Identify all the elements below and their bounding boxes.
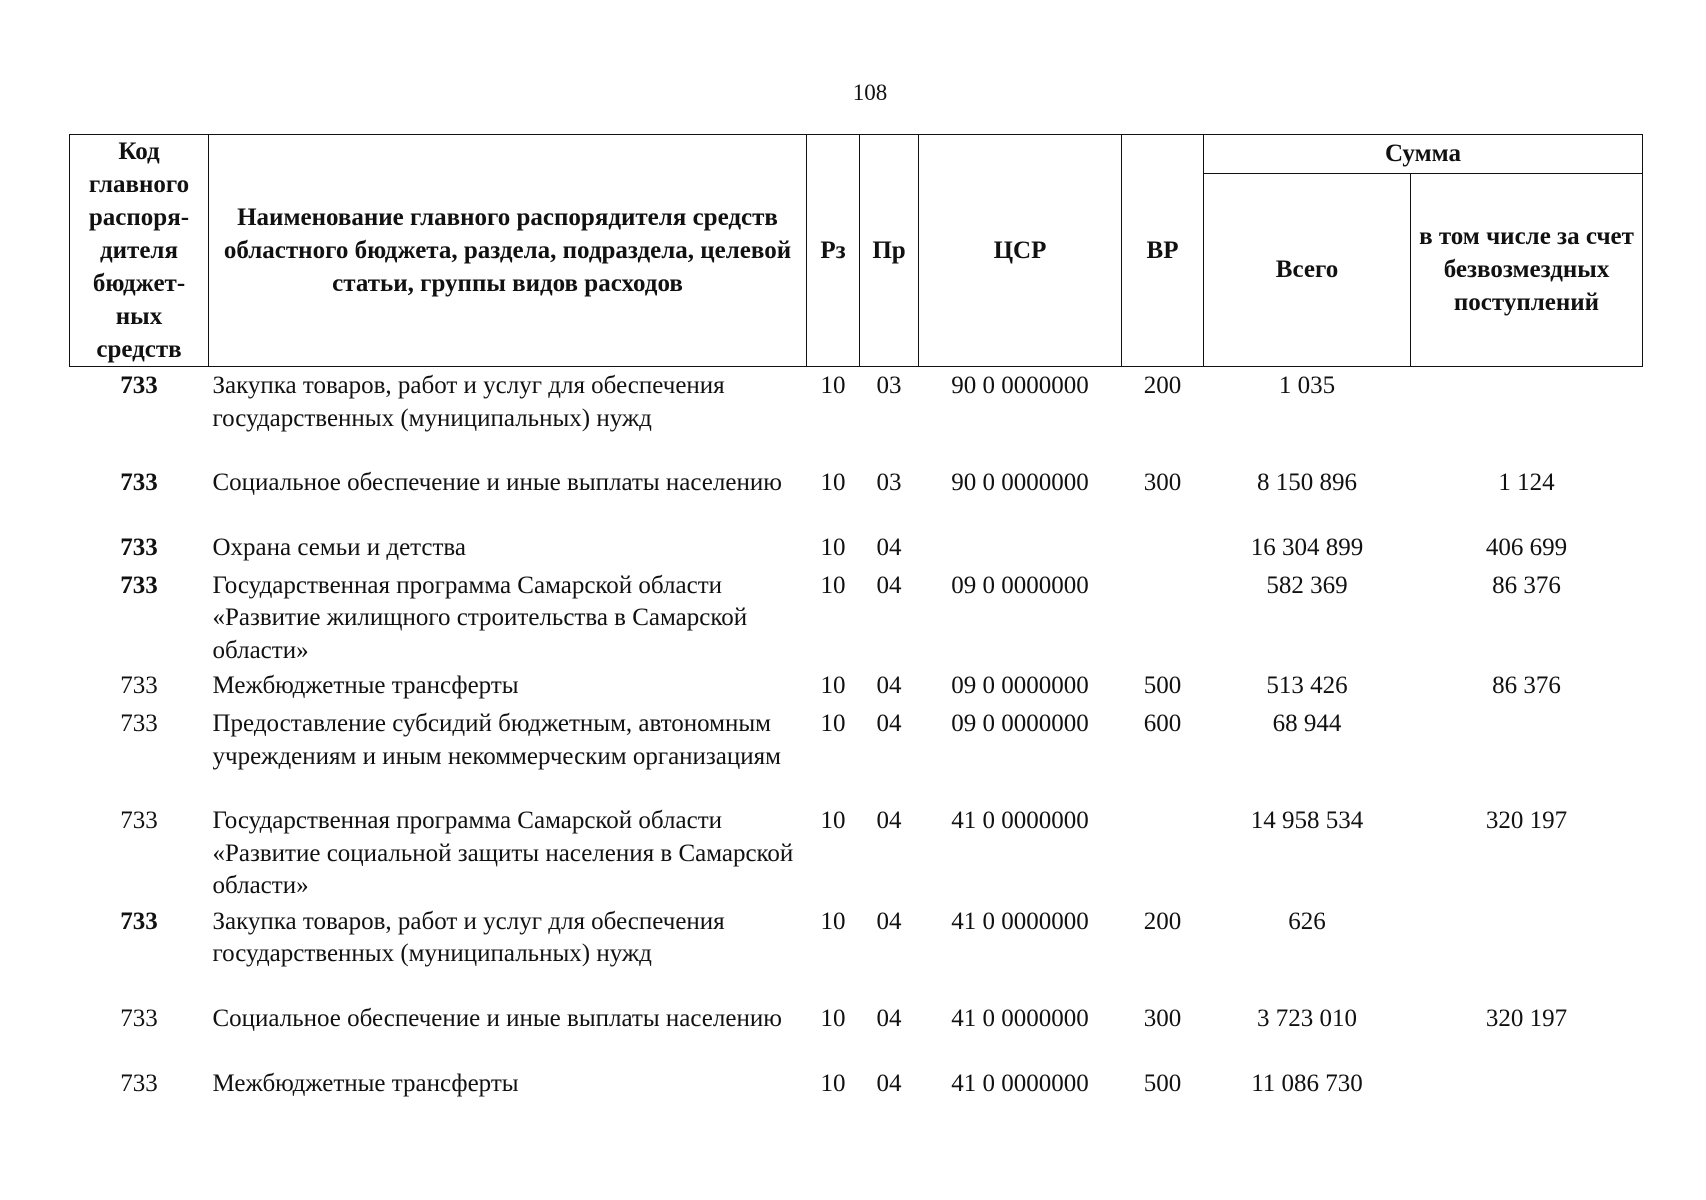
cell-name: Межбюджетные трансферты xyxy=(212,672,519,699)
cell-rz: 10 xyxy=(820,372,846,399)
table-row xyxy=(70,567,1643,668)
cell-rz: 10 xyxy=(820,672,846,699)
cell-csr: 41 0 0000000 xyxy=(951,1069,1089,1097)
cell-vr: 500 xyxy=(1143,1069,1182,1097)
cell-pr: 03 xyxy=(876,372,902,399)
cell-pr: 04 xyxy=(876,1004,902,1032)
table-row xyxy=(70,903,1643,1000)
cell-vr xyxy=(1122,567,1204,668)
cell-pr: 04 xyxy=(876,907,902,935)
header-pr: Пр xyxy=(860,135,919,367)
table-row xyxy=(70,464,1643,529)
cell-total: 68 944 xyxy=(1272,710,1342,737)
cell-total: 8 150 896 xyxy=(1257,468,1357,496)
cell-name: Закупка товаров, работ и услуг для обеспечения государственных (муниципальных) нужд xyxy=(212,372,725,432)
cell-code: 733 xyxy=(120,533,158,561)
page-number: 108 xyxy=(852,80,888,105)
cell-rz: 10 xyxy=(820,807,846,834)
cell-csr: 09 0 0000000 xyxy=(951,710,1089,737)
cell-csr: 41 0 0000000 xyxy=(951,907,1089,935)
cell-free: 320 197 xyxy=(1485,807,1568,834)
table-header xyxy=(70,135,1643,367)
cell-total: 16 304 899 xyxy=(1250,533,1364,561)
cell-total: 11 086 730 xyxy=(1251,1069,1363,1097)
cell-pr: 04 xyxy=(876,672,902,699)
cell-csr: 41 0 0000000 xyxy=(951,807,1089,834)
table-body xyxy=(70,367,1643,1103)
cell-csr xyxy=(919,529,1122,567)
cell-code: 733 xyxy=(120,1069,158,1097)
cell-pr: 03 xyxy=(876,468,902,496)
cell-name: Предоставление субсидий бюджетным, автономным учреждениям и иным некоммерческим организациям xyxy=(212,710,781,770)
cell-pr: 04 xyxy=(876,533,902,561)
cell-free: 86 376 xyxy=(1492,571,1561,599)
cell-code: 733 xyxy=(120,468,158,496)
header-name: Наименование главного распорядителя средств областного бюджета, раздела, подраздела, целевой статьи, группы видов расходов xyxy=(209,135,807,367)
header-csr: ЦСР xyxy=(919,135,1122,367)
cell-name: Государственная программа Самарской области «Развитие социальной защиты населения в Самарской области» xyxy=(212,807,794,899)
cell-name: Социальное обеспечение и иные выплаты населению xyxy=(212,1004,782,1032)
cell-vr xyxy=(1122,529,1204,567)
header-free: в том числе за счет безвозмездных поступлений xyxy=(1411,173,1643,366)
cell-total: 582 369 xyxy=(1266,571,1348,599)
cell-code: 733 xyxy=(120,672,158,699)
cell-total: 14 958 534 xyxy=(1250,807,1364,834)
cell-free: 1 124 xyxy=(1498,468,1555,496)
cell-free: 406 699 xyxy=(1485,533,1568,561)
header-total: Всего xyxy=(1204,173,1411,366)
header-vr: ВР xyxy=(1122,135,1204,367)
cell-pr: 04 xyxy=(876,1069,902,1097)
cell-vr: 300 xyxy=(1143,1004,1182,1032)
cell-free xyxy=(1411,705,1643,802)
cell-free: 320 197 xyxy=(1485,1004,1568,1032)
cell-free xyxy=(1411,1065,1643,1103)
cell-code: 733 xyxy=(120,372,158,399)
cell-pr: 04 xyxy=(876,571,902,599)
cell-code: 733 xyxy=(120,907,158,935)
cell-rz: 10 xyxy=(820,907,846,935)
cell-name: Государственная программа Самарской области «Развитие жилищного строительства в Самарской области» xyxy=(212,571,748,664)
table-row xyxy=(70,667,1643,705)
cell-vr: 200 xyxy=(1143,372,1182,399)
cell-total: 626 xyxy=(1288,907,1326,935)
cell-vr: 500 xyxy=(1143,672,1182,699)
table-row xyxy=(70,529,1643,567)
cell-free xyxy=(1411,367,1643,464)
cell-pr: 04 xyxy=(876,807,902,834)
table-row xyxy=(70,802,1643,903)
table-row xyxy=(70,1000,1643,1065)
cell-rz: 10 xyxy=(820,533,846,561)
cell-pr: 04 xyxy=(876,710,902,737)
header-code: Код главного распоря-дителя бюджет-ных средств xyxy=(70,135,209,367)
cell-vr: 300 xyxy=(1143,468,1182,496)
cell-free xyxy=(1411,903,1643,1000)
cell-rz: 10 xyxy=(820,468,846,496)
cell-code: 733 xyxy=(120,710,158,737)
cell-code: 733 xyxy=(120,807,158,834)
cell-rz: 10 xyxy=(820,1004,846,1032)
cell-name: Межбюджетные трансферты xyxy=(212,1069,519,1097)
cell-rz: 10 xyxy=(820,571,846,599)
header-rz: Рз xyxy=(807,135,860,367)
table-row xyxy=(70,367,1643,464)
cell-csr: 09 0 0000000 xyxy=(951,672,1089,699)
cell-rz: 10 xyxy=(820,710,846,737)
cell-name: Охрана семьи и детства xyxy=(212,533,466,561)
cell-total: 1 035 xyxy=(1278,372,1336,399)
cell-total: 3 723 010 xyxy=(1257,1004,1357,1032)
cell-code: 733 xyxy=(120,571,158,599)
cell-name: Социальное обеспечение и иные выплаты населению xyxy=(212,468,782,496)
budget-table xyxy=(69,134,1643,1103)
header-sum: Сумма xyxy=(1204,135,1643,174)
cell-name: Закупка товаров, работ и услуг для обеспечения государственных (муниципальных) нужд xyxy=(212,907,725,967)
cell-csr: 90 0 0000000 xyxy=(951,372,1089,399)
table-row xyxy=(70,705,1643,802)
cell-csr: 90 0 0000000 xyxy=(951,468,1089,496)
cell-code: 733 xyxy=(120,1004,158,1032)
cell-vr: 600 xyxy=(1143,710,1182,737)
cell-vr xyxy=(1122,802,1204,903)
cell-free: 86 376 xyxy=(1492,672,1561,699)
table-row xyxy=(70,1065,1643,1103)
cell-vr: 200 xyxy=(1143,907,1182,935)
cell-total: 513 426 xyxy=(1266,672,1348,699)
cell-rz: 10 xyxy=(820,1069,846,1097)
cell-csr: 41 0 0000000 xyxy=(951,1004,1089,1032)
cell-csr: 09 0 0000000 xyxy=(951,571,1089,599)
